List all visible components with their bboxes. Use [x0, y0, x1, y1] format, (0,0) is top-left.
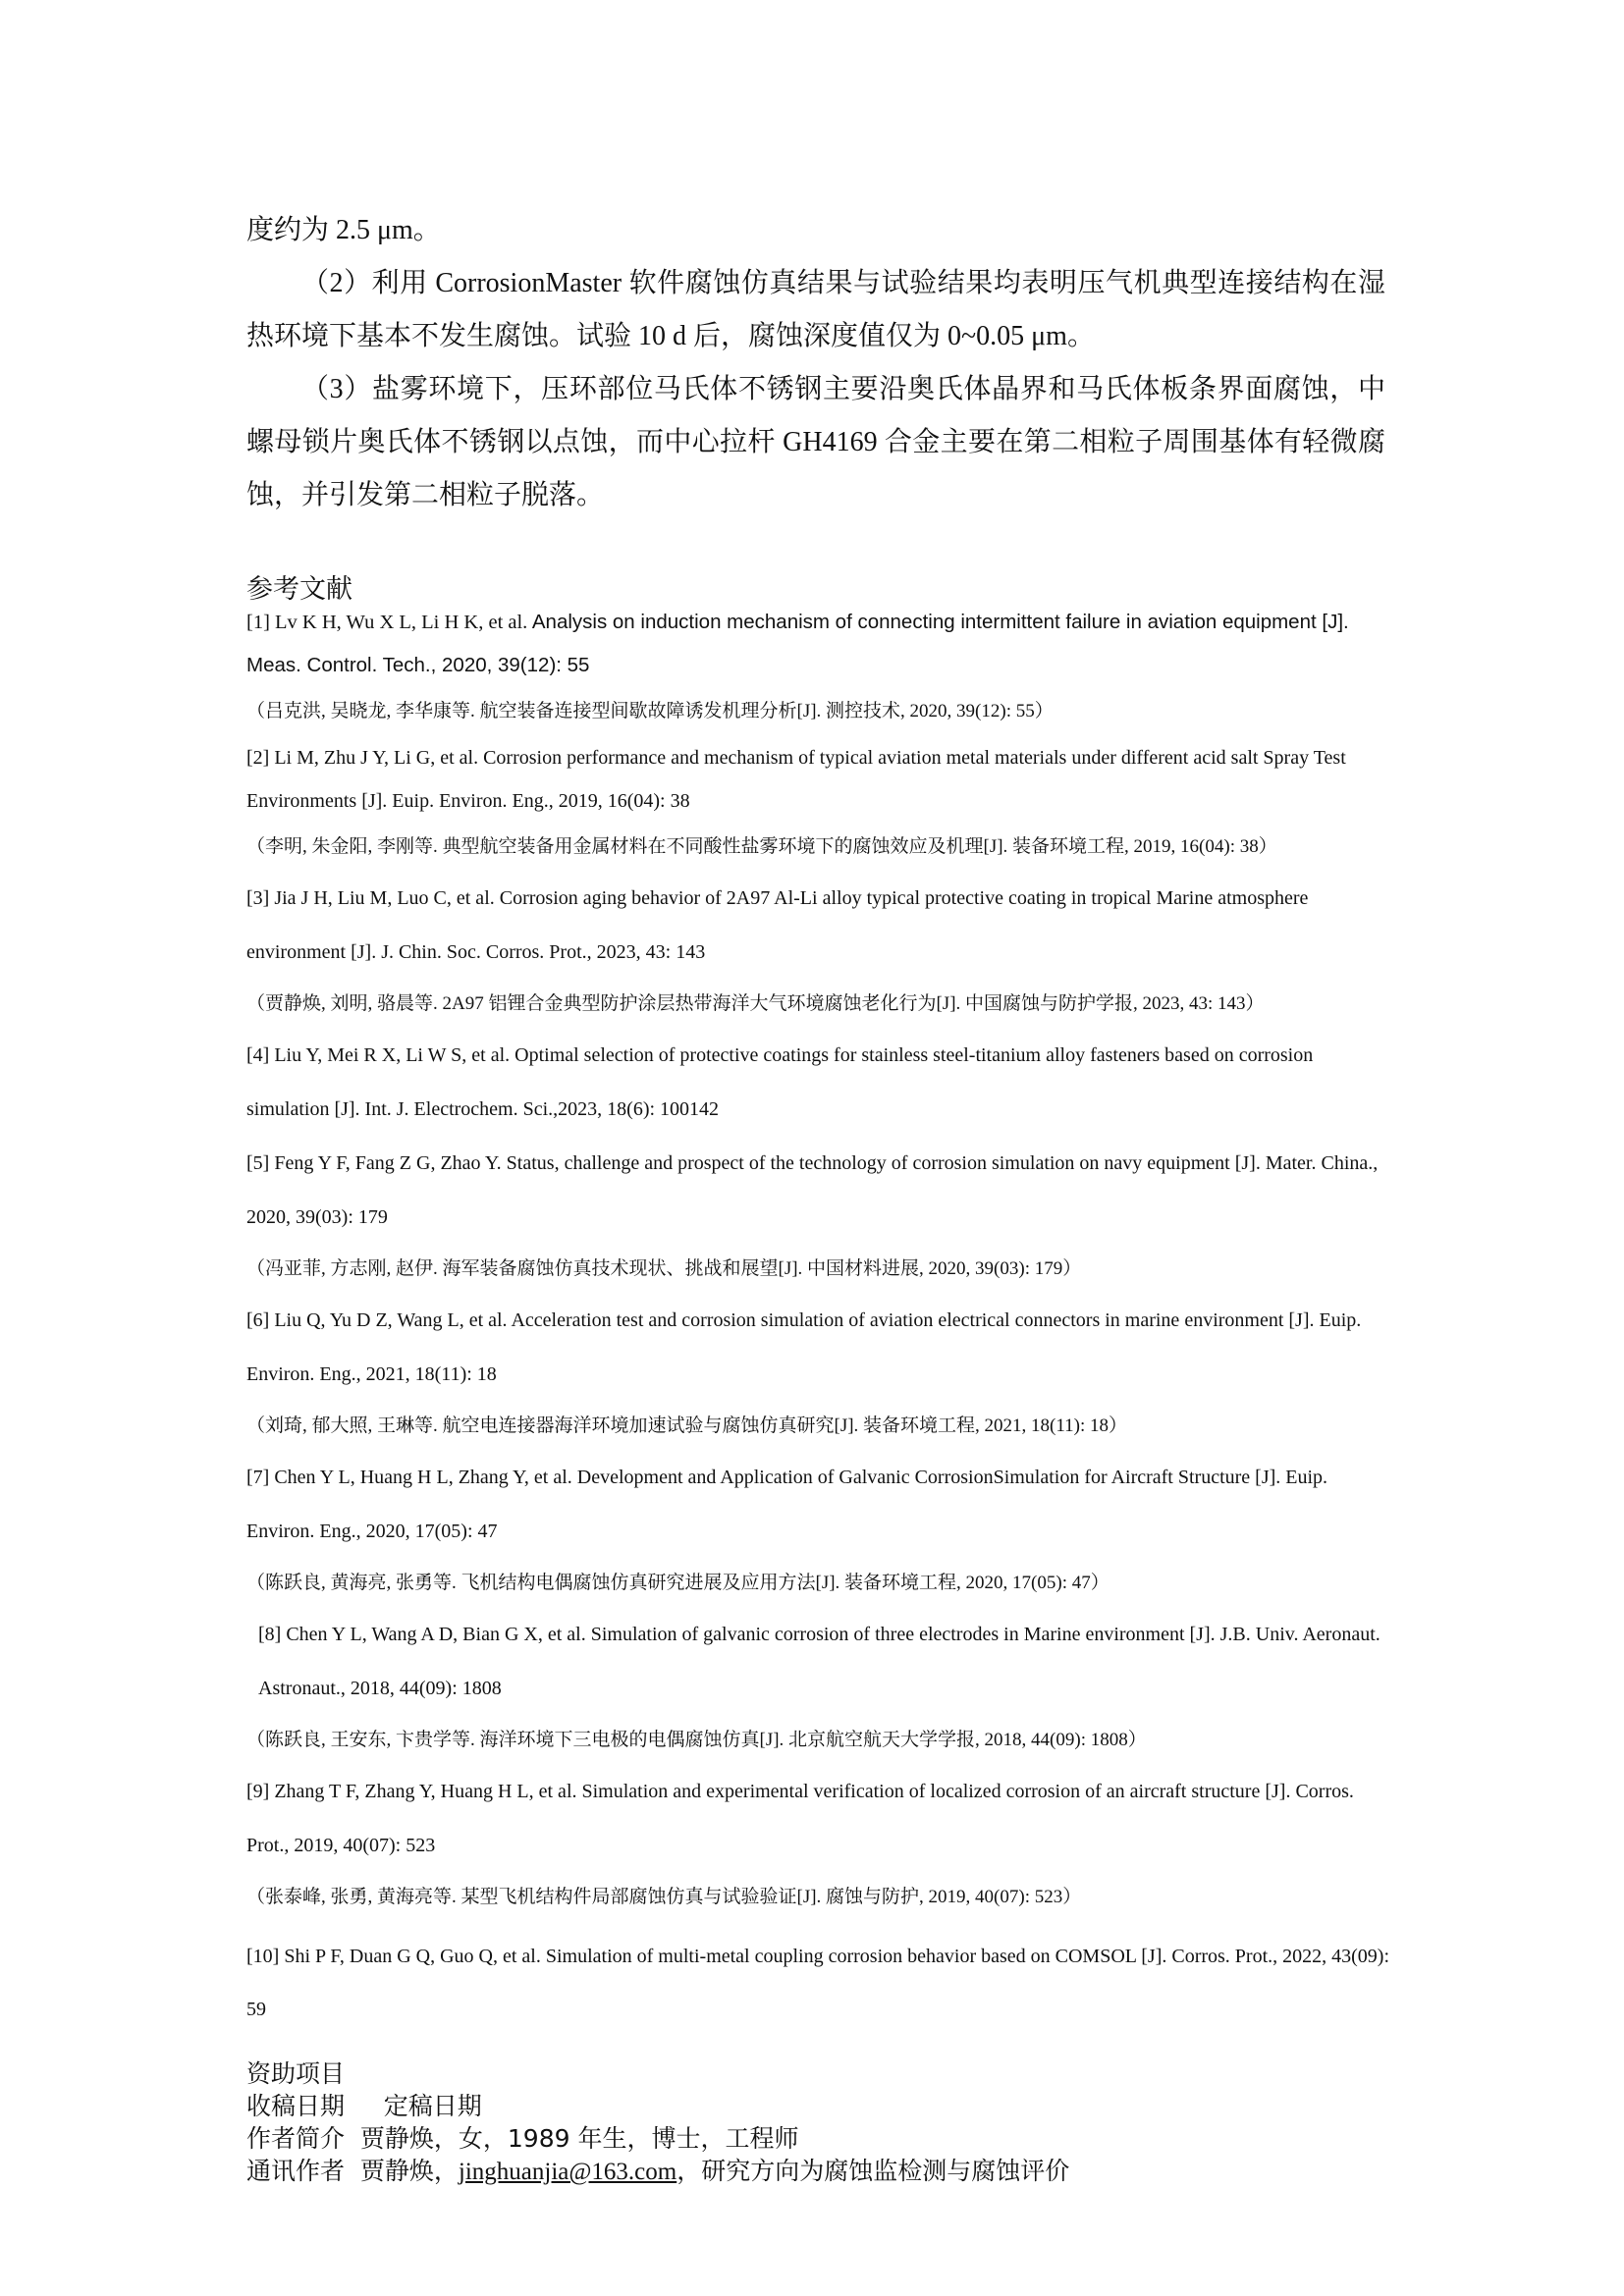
reference-6-chinese: （刘琦, 郁大照, 王琳等. 航空电连接器海洋环境加速试验与腐蚀仿真研究[J]. 装备环境工程, 2021, 18(11): 18） [246, 1415, 1128, 1436]
reference-2: [2] Li M, Zhu J Y, Li G, et al. Corrosion performance and mechanism of typical aviation metal materials under different acid salt Spray Test Environments [J]. Euip. Environ. Eng., 2019, 16(04): 38 [246, 747, 1346, 812]
reference-1-authors: [1] Lv K H, Wu X L, Li H K, et al. [246, 612, 528, 633]
reference-6: [6] Liu Q, Yu D Z, Wang L, et al. Acceleration test and corrosion simulation of aviation electrical connectors in marine environment [J]. Euip. Environ. Eng., 2021, 18(11): 18 [246, 1309, 1362, 1385]
reference-7: [7] Chen Y L, Huang H L, Zhang Y, et al. Development and Application of Galvanic CorrosionSimulation for Aircraft Structure [J]. Euip. Environ. Eng., 2020, 17(05): 47 [246, 1467, 1328, 1542]
reference-1-chinese: （吕克洪, 吴晓龙, 李华康等. 航空装备连接型间歇故障诱发机理分析[J]. 测控技术, 2020, 39(12): 55） [246, 701, 1054, 721]
reference-8-chinese: （陈跃良, 王安东, 卞贵学等. 海洋环境下三电极的电偶腐蚀仿真[J]. 北京航空航天大学学报, 2018, 44(09): 1808） [246, 1730, 1147, 1750]
author-intro-line: 作者简介 贾静焕，女，1989 年生，博士，工程师 [246, 2124, 799, 2153]
email-link[interactable]: jinghuanjia@163.com [458, 2159, 677, 2185]
reference-10: [10] Shi P F, Duan G Q, Guo Q, et al. Simulation of multi-metal coupling corrosion behavior based on COMSOL [J]. Corros. Prot., 2022, 43(09): 59 [246, 1946, 1390, 2020]
reference-1 [246, 601, 1390, 687]
conclusion-paragraph-2: （2）利用 CorrosionMaster 软件腐蚀仿真结果与试验结果均表明压气机典型连接结构在湿热环境下基本不发生腐蚀。试验 10 d 后，腐蚀深度值仅为 0~0.05 μm。 [246, 268, 1385, 351]
conclusion-paragraph-1-tail: 度约为 2.5 μm。 [246, 215, 441, 245]
reference-8: [8] Chen Y L, Wang A D, Bian G X, et al. Simulation of galvanic corrosion of three electrodes in Marine environment [J]. J.B. Univ. Aeronaut. Astronaut., 2018, 44(09): 1808 [258, 1624, 1380, 1699]
reference-2-chinese: （李明, 朱金阳, 李刚等. 典型航空装备用金属材料在不同酸性盐雾环境下的腐蚀效应及机理[J]. 装备环境工程, 2019, 16(04): 38） [246, 836, 1277, 857]
references-heading: 参考文献 [246, 574, 352, 604]
reference-list [246, 601, 1390, 2036]
conclusion-paragraph-3: （3）盐雾环境下，压环部位马氏体不锈钢主要沿奥氏体晶界和马氏体板条界面腐蚀，中螺母锁片奥氏体不锈钢以点蚀，而中心拉杆 GH4169 合金主要在第二相粒子周围基体有轻微腐蚀，并引发第二相粒子脱落。 [246, 374, 1385, 510]
reference-7-chinese: （陈跃良, 黄海亮, 张勇等. 飞机结构电偶腐蚀仿真研究进展及应用方法[J]. 装备环境工程, 2020, 17(05): 47） [246, 1573, 1110, 1593]
reference-4: [4] Liu Y, Mei R X, Li W S, et al. Optimal selection of protective coatings for stainless steel-titanium alloy fasteners based on corrosion simulation [J]. Int. J. Electrochem. Sci.,2023, 18(6): 100142 [246, 1044, 1314, 1120]
reference-5: [5] Feng Y F, Fang Z G, Zhao Y. Status, challenge and prospect of the technology of corrosion simulation on navy equipment [J]. Mater. China., 2020, 39(03): 179 [246, 1152, 1379, 1228]
corresponding-label: 通讯作者 贾静焕， [246, 2157, 459, 2185]
reference-3: [3] Jia J H, Liu M, Luo C, et al. Corrosion aging behavior of 2A97 Al-Li alloy typical protective coating in tropical Marine atmosphere environment [J]. J. Chin. Soc. Corros. Prot., 2023, 43: 143 [246, 887, 1309, 963]
reference-9: [9] Zhang T F, Zhang Y, Huang H L, et al. Simulation and experimental verification of localized corrosion of an aircraft structure [J]. Corros. Prot., 2019, 40(07): 523 [246, 1781, 1354, 1856]
reference-3-chinese: （贾静焕, 刘明, 骆晨等. 2A97 铝锂合金典型防护涂层热带海洋大气环境腐蚀老化行为[J]. 中国腐蚀与防护学报, 2023, 43: 143） [246, 993, 1265, 1014]
reference-5-chinese: （冯亚菲, 方志刚, 赵伊. 海军装备腐蚀仿真技术现状、挑战和展望[J]. 中国材料进展, 2020, 39(03): 179） [246, 1258, 1082, 1279]
reference-1-title: Analysis on induction mechanism of connecting intermittent failure in aviation equipment [J]. Meas. Control. Tech., 2020, 39(12): 55 [246, 611, 1349, 676]
research-direction: ，研究方向为腐蚀监检测与腐蚀评价 [677, 2157, 1070, 2185]
reference-9-chinese: （张泰峰, 张勇, 黄海亮等. 某型飞机结构件局部腐蚀仿真与试验验证[J]. 腐蚀与防护, 2019, 40(07): 523） [246, 1887, 1082, 1907]
dates-line: 收稿日期 定稿日期 [246, 2092, 482, 2120]
funding-line: 资助项目 [246, 2059, 346, 2088]
corresponding-author-line [246, 2156, 1069, 2188]
